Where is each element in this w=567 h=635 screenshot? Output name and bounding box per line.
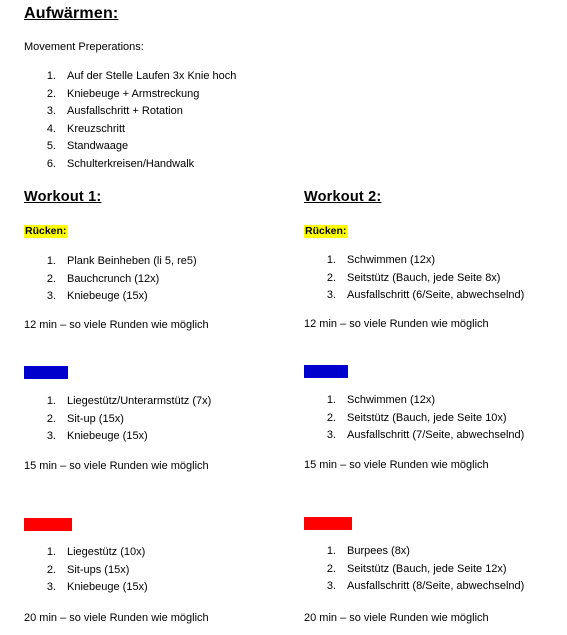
workout-1-ruecken-label: Rücken: (25, 225, 67, 237)
workout-1-crossfit-footer: 20 min – so viele Runden wie möglich (24, 612, 209, 624)
warmup-subtitle: Movement Preperations: (24, 41, 144, 53)
warmup-title: Aufwärmen: (24, 5, 119, 22)
workout-1-ruecken-footer: 12 min – so viele Runden wie möglich (24, 319, 209, 331)
workout-2-ruecken-footer: 12 min – so viele Runden wie möglich (304, 318, 489, 330)
workout-2-title: Workout 2: (304, 189, 382, 205)
workout-2-bodyfit-footer: 15 min – so viele Runden wie möglich (304, 459, 489, 471)
workout-1-bodyfit-footer: 15 min – so viele Runden wie möglich (24, 460, 209, 472)
document-page: Aufwärmen: Movement Preperations: 1. Auf der Stelle Laufen 3x Knie hoch 2. Kniebeuge + Armstreckung 3. Ausfallschritt + Rotation 4. Kreuzschritt 5. Standwaage 6. Schulterkreisen/Handwalk Workout 1: Rücken: 1. Plank Beinheben (li 5, re5) 2. Bauchcrunch (12x) 3. Kniebeuge (15x) 12 min – so viele Runden wie möglich Body Fit 1. Liegestütz/Unterarmstütz (7x) 2. Sit-up (15x) 3. Kniebeuge (15x) 15 min – so viele Runden wie möglich Cross Fit 1. Liegestütz (10x) 2. Sit-ups (15x) 3. Kniebeuge (15x) 20 min – so viele Runden wie möglich Workout 2: Rücken: 1. Schwimmen (12x) 2. Seitstütz (Bauch, jede Seite 8x) 3. Ausfallschritt (6/Seite, abwechselnd) 12 min – so viele Runden wie möglich Body Fit 1. Schwimmen (12x) 2. Seitstütz (Bauch, jede Seite 10x) 3. Ausfallschritt (7/Seite, abwechselnd) 15 min – so viele Runden wie möglich Cross Fit 1. Burpees (8x) 2. Seitstütz (Bauch, jede Seite 12x) 3. Ausfallschritt (8/Seite, abwechselnd) 20 min – so viele Runden wie möglich (24, 5, 525, 624)
workout-1-title: Workout 1: (24, 189, 102, 205)
workout-2-crossfit-footer: 20 min – so viele Runden wie möglich (304, 612, 489, 624)
workout-2-ruecken-label: Rücken: (305, 225, 347, 237)
workout-1-bodyfit-label: Body Fit (25, 366, 67, 378)
workout-2-bodyfit-label: Body Fit (305, 365, 347, 377)
workout-1-crossfit-label: Cross Fit (25, 518, 71, 530)
workout-2-crossfit-label: Cross Fit (305, 517, 351, 529)
